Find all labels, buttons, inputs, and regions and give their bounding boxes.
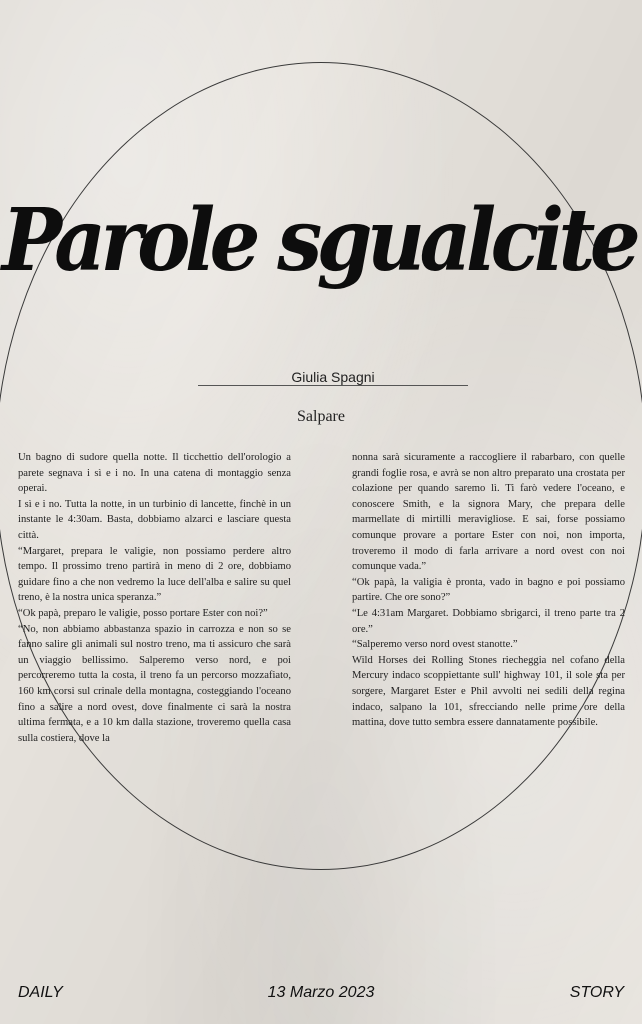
footer-date: 13 Marzo 2023 (267, 984, 375, 1001)
section-title: Salpare (297, 408, 345, 425)
footer-left-label: DAILY (18, 984, 63, 1001)
footer-right-label: STORY (569, 984, 624, 1001)
paragraph: Wild Horses dei Rolling Stones riecheggia nel cofano della Mercury indaco scoppiettante sull' highway 101, il sole sta per sorgere, Margaret Ester e Phil avvolti nei sedili della regina indaco, salpano la 101, sfrecciando nelle prime ore della mattina, dove tutto sembra essere dannatamente possibile. (352, 654, 625, 729)
author-divider (198, 385, 468, 386)
paragraph: nonna sarà sicuramente a raccogliere il rabarbaro, con quelle grandi foglie rosa, e avrà se non altro preparato una crostata per colazione per quando saremo lì. Ti farò vedere l'oceano, e conoscere Smith, e la signora Mary, che prepara delle marmellate di mirtilli meravigliose. E sai, forse possiamo comunque provare a portare Ester con noi, non importa, troveremo il modo di farla arrivare a nord ovest con noi comunque vada.” (352, 452, 625, 573)
paragraph: “Salperemo verso nord ovest stanotte.” (352, 639, 518, 651)
page-title: Parole sgualcite (1, 190, 636, 291)
paragraph: “Le 4:31am Margaret. Dobbiamo sbrigarci, il treno parte tra 2 ore.” (352, 607, 625, 635)
paragraph: “Ok papà, preparo le valigie, posso portare Ester con noi?” (18, 607, 268, 619)
author-name: Giulia Spagni (291, 369, 375, 385)
text-column-right (352, 450, 625, 731)
paragraph: I sì e i no. Tutta la notte, in un turbinio di lancette, finchè in un instante le 4:30am. Basta, dobbiamo alzarci e lasciare questa città. (18, 498, 291, 541)
paragraph: “Ok papà, la valigia è pronta, vado in bagno e poi possiamo partire. Che ore sono?” (352, 576, 625, 604)
text-column-left (18, 450, 291, 746)
paragraph: Un bagno di sudore quella notte. Il ticchettio dell'orologio a parete segnava i sì e i no. In una catena di montaggio senza operai. (18, 452, 291, 495)
paragraph: “Margaret, prepara le valigie, non possiamo perdere altro tempo. Il prossimo treno partirà in meno di 2 ore, dobbiamo guidare fino a che non vedremo la luce dell'alba e salire su quel treno, è la nostra unica speranza.” (18, 545, 291, 604)
paragraph: “No, non abbiamo abbastanza spazio in carrozza e non so se fanno salire gli animali sul nostro treno, ma ti assicuro che sarà un viaggio bellissimo. Salperemo verso nord, e poi percorreremo tutta la costa, il treno fa un percorso mozzafiato, 160 km corsi sul crinale della montagna, costeggiando l'oceano fino a salire a nord ovest, dove finalmente ci sarà la nostra ultima fermata, e a 10 km dalla stazione, troveremo quella casa sulla costiera, dove la (18, 623, 291, 744)
